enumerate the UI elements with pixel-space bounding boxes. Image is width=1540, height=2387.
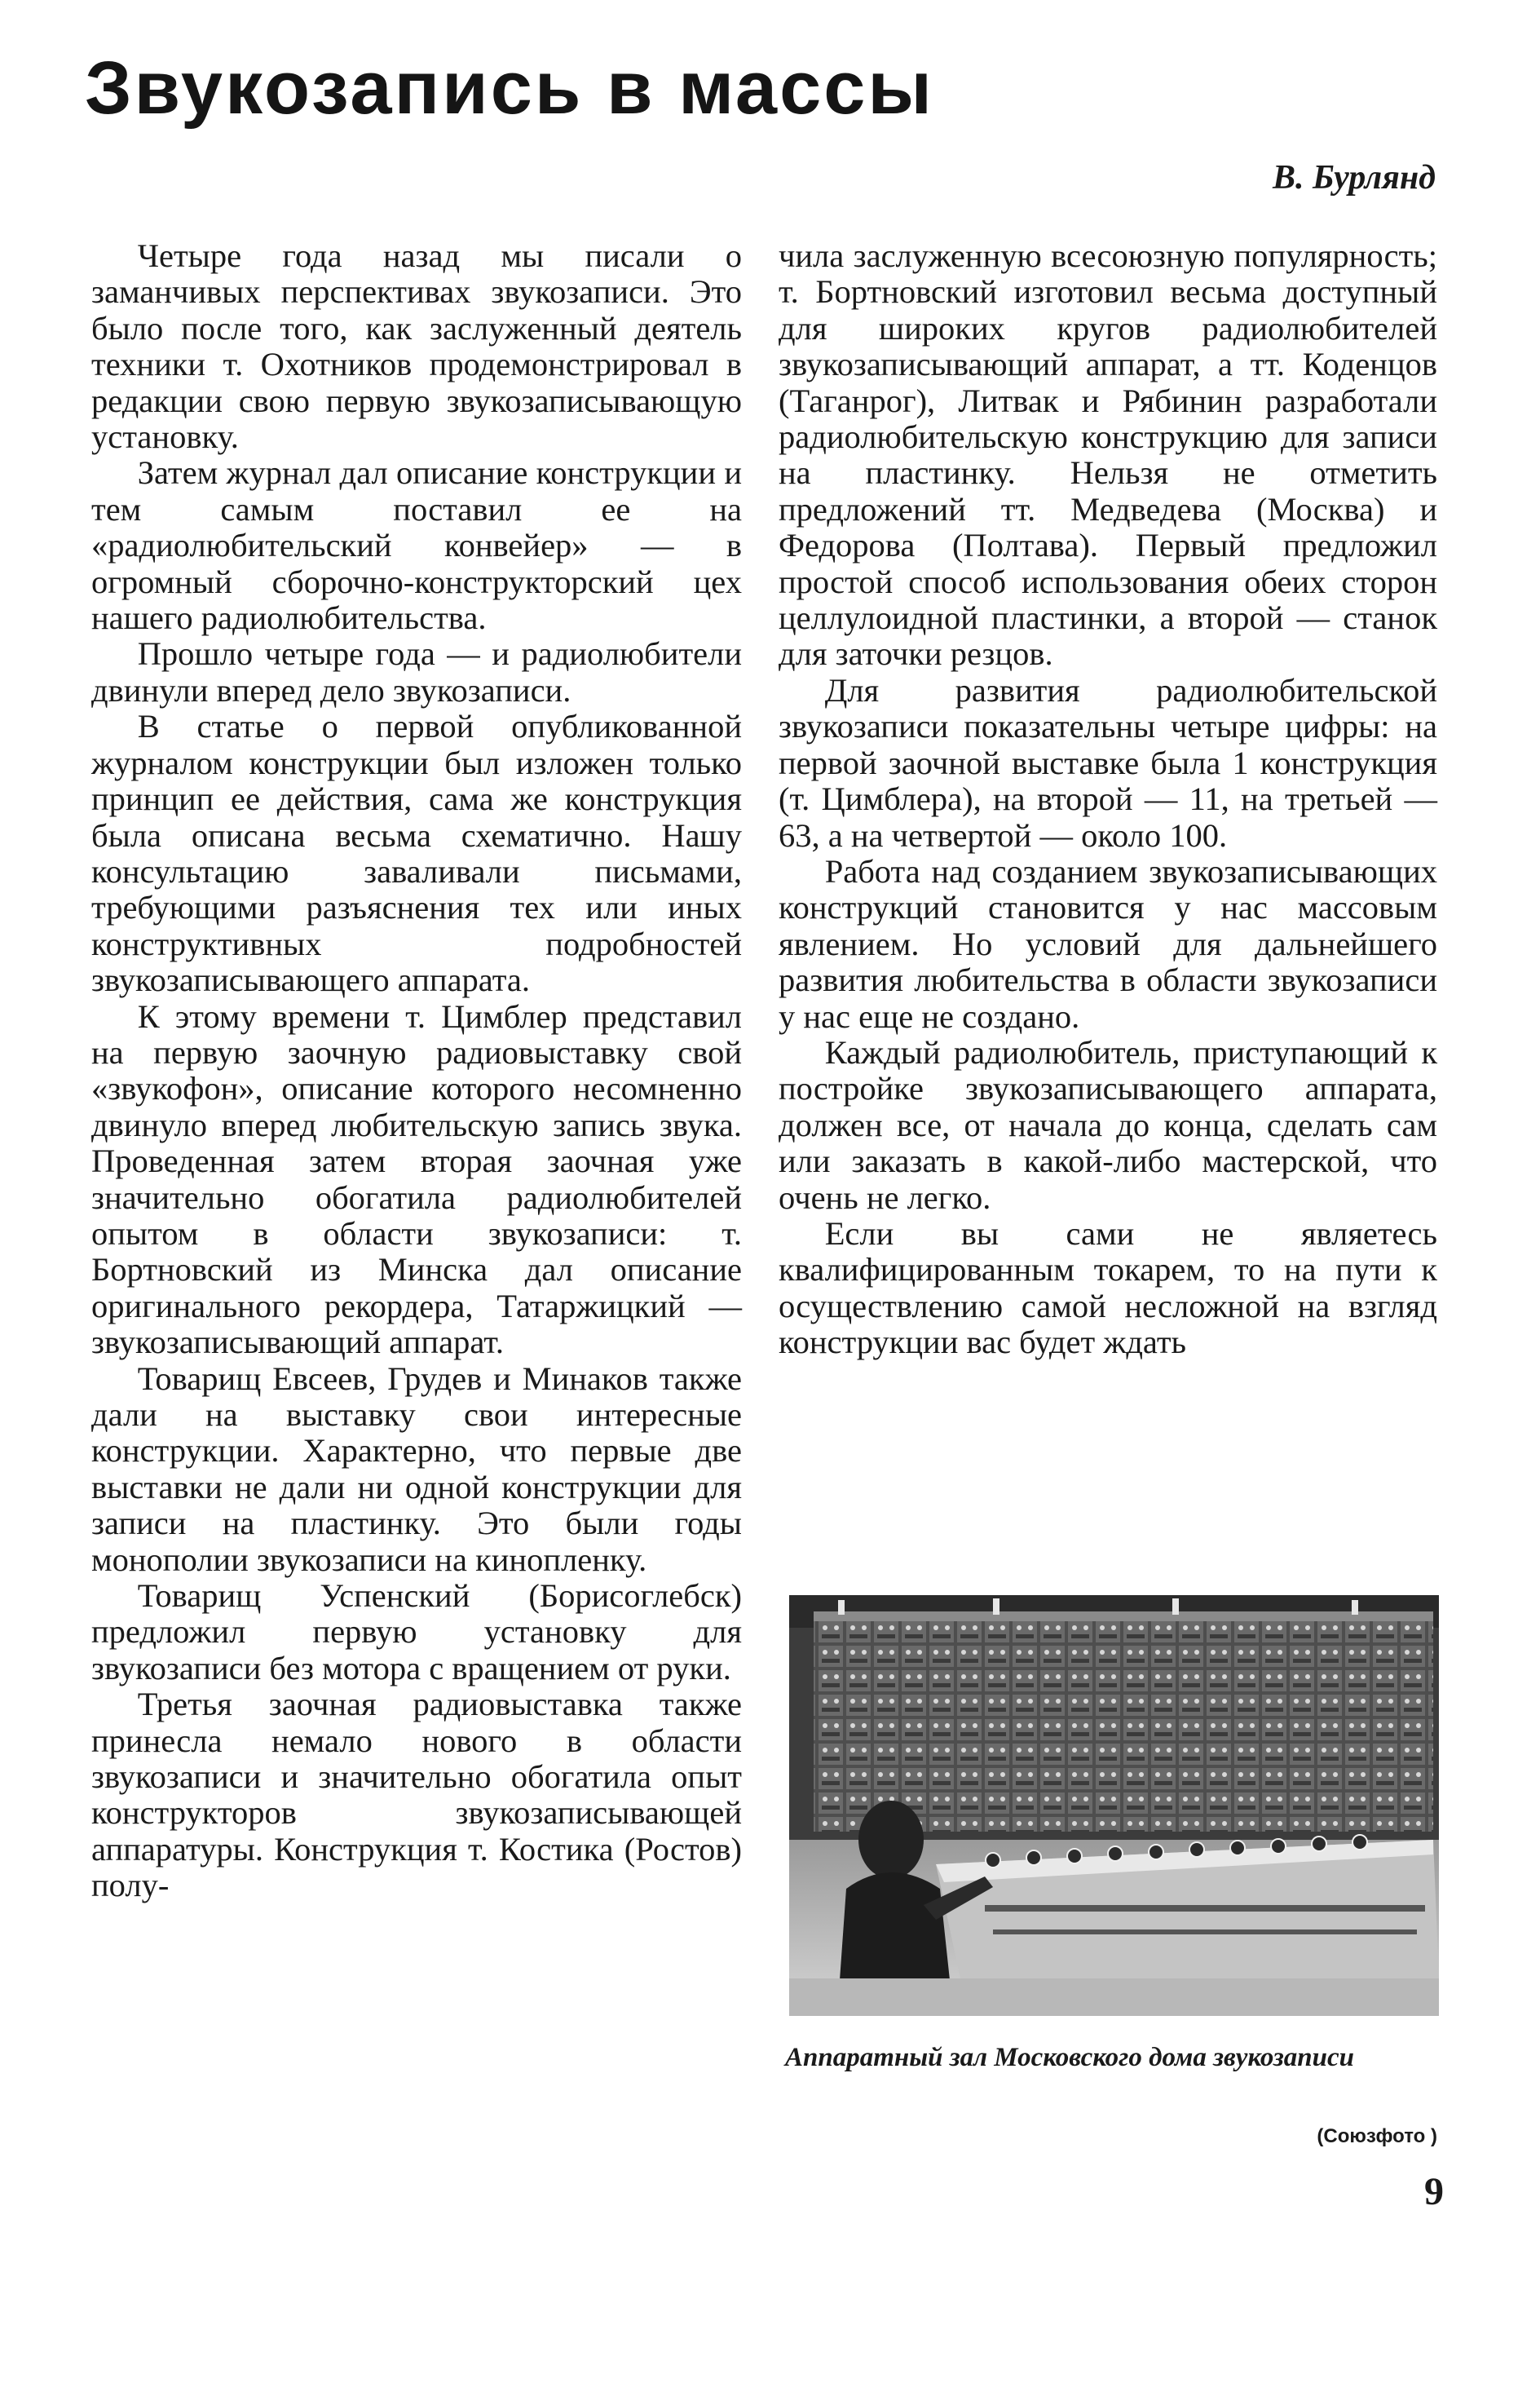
- figure-caption: Аппаратный зал Московского дома звукозаписи: [785, 2043, 1354, 2072]
- paragraph: Работа над созданием звукозаписывающих конструкций становится у нас массовым явлением. Но условий для дальнейшего развития любительства в области звукозаписи у нас еще не создано.: [779, 852, 1437, 1035]
- paragraph: Каждый радиолюбитель, приступающий к постройке звукозаписывающего аппарата, должен все, от начала до конца, сделать сам или заказать в какой-либо мастерской, что очень не легко.: [779, 1033, 1437, 1216]
- paragraph: Товарищ Евсеев, Грудев и Минаков также дали на выставку свои интересные конструкции. Характерно, что первые две выставки не дали ни одной конструкции для записи на пластинку. Это были годы монополии звукозаписи на кинопленку.: [91, 1359, 742, 1578]
- paragraph: Для развития радиолюбительской звукозаписи показательны четыре цифры: на первой заочной выставке была 1 конструкция (т. Цимблера), на второй — 11, на третьей — 63, а на четвертой — около 100.: [779, 671, 1437, 854]
- right-column: [779, 238, 1437, 1361]
- control-room-illustration: [789, 1595, 1439, 2016]
- paragraph: Четыре года назад мы писали о заманчивых перспективах звукозаписи. Это было после того, как заслуженный деятель техники т. Охотников продемонстрировал в редакции свою первую звукозаписывающую установку.: [91, 237, 742, 456]
- paragraph: Затем журнал дал описание конструкции и тем самым поставил ее на «радиолюбительский конвейер» — в огромный сборочно-конструкторский цех нашего радиолюбительства.: [91, 454, 742, 637]
- paragraph: Товарищ Успенский (Борисоглебск) предложил первую установку для звукозаписи без мотора с вращением от руки.: [91, 1577, 742, 1686]
- page-number: 9: [1424, 2170, 1444, 2213]
- paragraph: Прошло четыре года — и радиолюбители двинули вперед дело звукозаписи.: [91, 635, 742, 709]
- control-room-photo: [789, 1595, 1439, 2016]
- article-title: Звукозапись в массы: [85, 46, 935, 130]
- photo-credit: (Союзфото ): [1317, 2125, 1437, 2147]
- paragraph: чила заслуженную всесоюзную популярность; т. Бортновский изготовил весьма доступный для широких кругов радиолюбителей звукозаписывающий аппарат, а тт. Коденцов (Таганрог), Литвак и Рябинин разработали радиолюбительскую конструкцию для записи на пластинку. Нельзя не отметить предложений тт. Медведева (Москва) и Федорова (Полтава). Первый предложил простой способ использования обеих сторон целлулоидной пластинки, а второй — станок для заточки резцов.: [779, 237, 1437, 673]
- left-column: [91, 238, 742, 1904]
- paragraph: В статье о первой опубликованной журналом конструкции был изложен только принцип ее действия, сама же конструкция была описана весьма схематично. Нашу консультацию заваливали письмами, требующими разъяснения тех или иных конструктивных подробностей звукозаписывающего аппарата.: [91, 708, 742, 999]
- paragraph: К этому времени т. Цимблер представил на первую заочную радиовыставку свой «звукофон», описание которого несомненно двинуло вперед любительскую запись звука. Проведенная затем вторая заочная уже значительно обогатила радиолюбителей опытом в области звукозаписи: т. Бортновский из Минска дал описание оригинального рекордера, Татаржицкий — звукозаписывающий аппарат.: [91, 997, 742, 1361]
- paragraph: Третья заочная радиовыставка также принесла немало нового в области звукозаписи и значительно обогатила опыт конструкторов звукозаписывающей аппаратуры. Конструкция т. Костика (Ростов) полу-: [91, 1686, 742, 1904]
- paragraph: Если вы сами не являетесь квалифицированным токарем, то на пути к осуществлению самой несложной на взгляд конструкции вас будет ждать: [779, 1214, 1437, 1361]
- author-byline: В. Бурлянд: [1272, 159, 1436, 197]
